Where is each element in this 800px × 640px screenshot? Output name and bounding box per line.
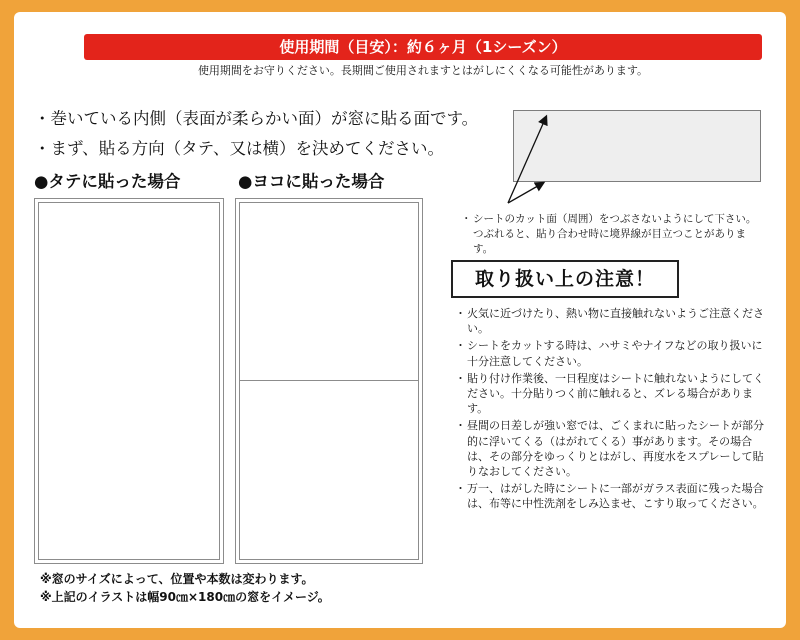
caution-item bbox=[455, 481, 773, 511]
arrow-to-bottom-edge bbox=[508, 183, 543, 203]
caution-list bbox=[455, 306, 773, 514]
bullet-dot: ・ bbox=[455, 371, 466, 385]
bullet-dot: ・ bbox=[455, 307, 466, 320]
usage-period-banner: 使用期間（目安）：約６ヶ月（1シーズン） bbox=[84, 34, 762, 60]
caution-item bbox=[455, 418, 773, 479]
caution-item bbox=[455, 371, 773, 417]
footnote-window-size: ※窓のサイズによって、位置や本数は変わります。 bbox=[40, 572, 314, 586]
arrow-to-top-edge bbox=[508, 117, 546, 203]
caution-item-text: 万一、はがした時にシートに一部がガラス表面に残った場合は、布等に中性洗剤をしみ込ませ、こすり取ってください。 bbox=[467, 482, 764, 511]
horizontal-application-heading: ●ヨコに貼った場合 bbox=[238, 172, 385, 191]
bullet-dot: ・ bbox=[455, 419, 466, 433]
caution-item-text: 火気に近づけたり、熱い物に直接触れないようご注意ください。 bbox=[467, 307, 764, 336]
footnote-illustration-size: ※上記のイラストは幅90㎝×180㎝の窓をイメージ。 bbox=[40, 590, 330, 604]
bullet-dot: ・ bbox=[455, 339, 466, 353]
caution-item-text: 昼間の日差しが強い窓では、ごくまれに貼ったシートが部分的に浮いてくる（はがれてくる）事があります。その場合は、その部分をゆっくりとはがし、再度水をスプレーして貼りなおしてください。 bbox=[467, 419, 764, 479]
instruction-line-2: ・まず、貼る方向（タテ、又は横）を決めてください。 bbox=[34, 139, 445, 158]
caution-title: 取り扱い上の注意！ bbox=[451, 260, 679, 298]
cut-edge-note-text: シートのカット面（周囲）をつぶさないようにして下さい。つぶれると、貼り合わせ時に境界線が目立つことがあります。 bbox=[473, 213, 757, 255]
usage-period-note: 使用期間をお守りください。長期間ご使用されますとはがしにくくなる可能性があります。 bbox=[197, 64, 649, 77]
vertical-application-heading: ●タテに貼った場合 bbox=[34, 172, 181, 191]
bullet-dot: ・ bbox=[461, 213, 472, 225]
caution-item-text: 貼り付け作業後、一日程度はシートに触れないようにしてください。十分貼りつく前に触れると、ズレる場合があります。 bbox=[467, 371, 764, 416]
caution-item bbox=[455, 306, 773, 336]
cut-edge-note bbox=[461, 212, 761, 257]
instruction-line-1: ・巻いている内側（表面が柔らかい面）が窓に貼る面です。 bbox=[34, 109, 479, 128]
bullet-dot: ・ bbox=[455, 482, 466, 496]
caution-item bbox=[455, 338, 773, 368]
caution-item-text: シートをカットする時は、ハサミやナイフなどの取り扱いに十分注意してください。 bbox=[467, 339, 763, 368]
